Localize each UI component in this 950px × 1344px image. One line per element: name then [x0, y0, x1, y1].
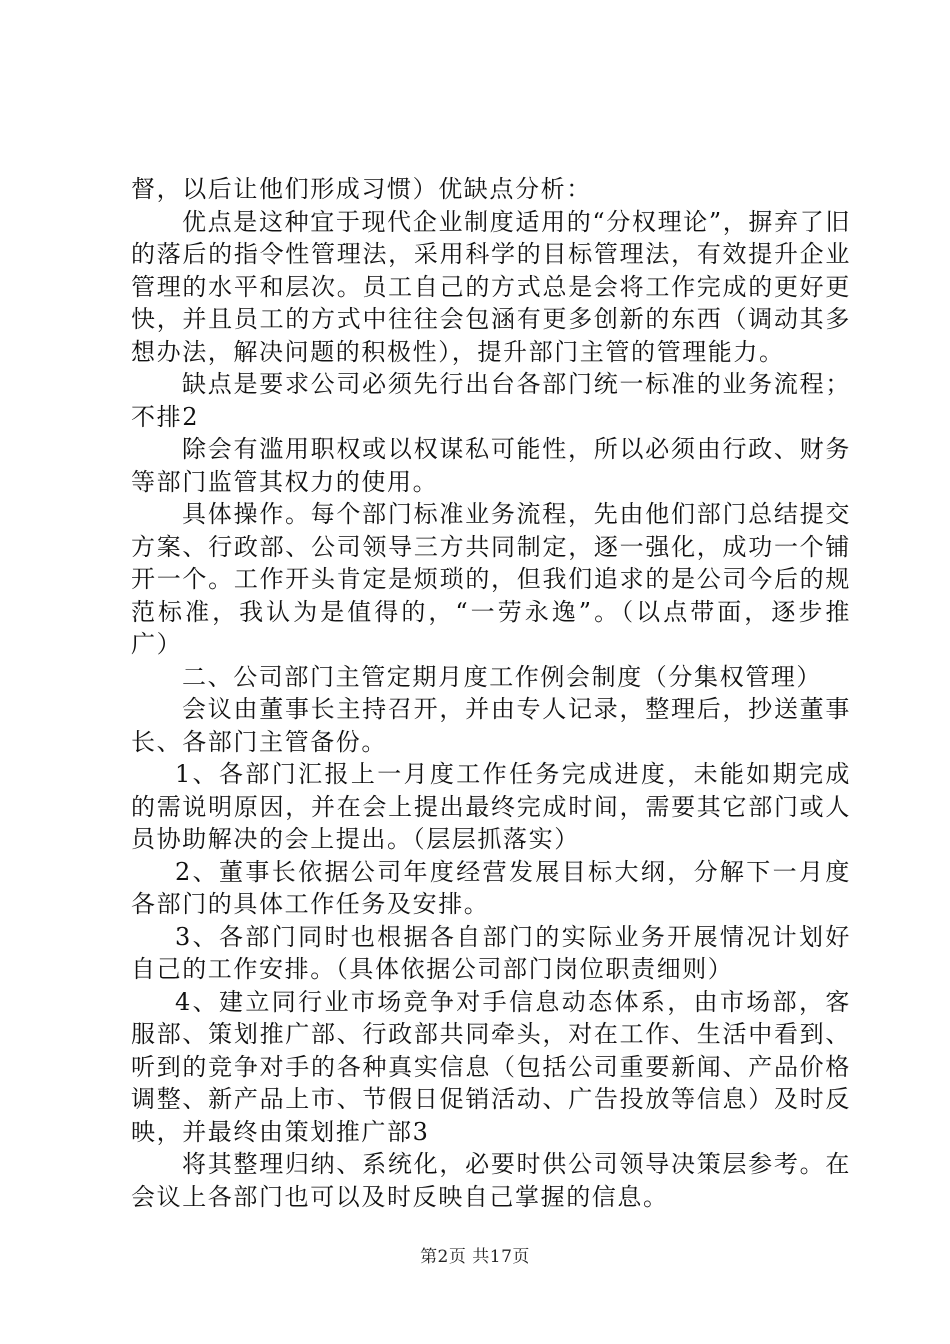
section-heading-monthly-meeting: 二、公司部门主管定期月度工作例会制度（分集权管理）	[182, 662, 822, 691]
paragraph-specific-operation: 具体操作。每个部门标准业务流程，先由他们部门总结提交方案、行政部、公司领导三方共同制定，逐一强化，成功一个铺开一个。工作开头肯定是烦琐的，但我们追求的是公司今后的规范标准，我认为是值得的，“一劳永逸”。（以点带面，逐步推广）	[131, 500, 851, 658]
paragraph-continuation: 督，以后让他们形成习惯）优缺点分析：	[131, 175, 592, 203]
paragraph-summary: 将其整理归纳、系统化，必要时供公司领导决策层参考。在会议上各部门也可以及时反映自己掌握的信息。	[131, 1150, 851, 1211]
list-item-4: 4、建立同行业市场竞争对手信息动态体系，由市场部，客服部、策划推广部、行政部共同牵头，对在工作、生活中看到、听到的竞争对手的各种真实信息（包括公司重要新闻、产品价格调整、新产品上市、节假日促销活动、广告投放等信息）及时反映，并最终由策划推广部3	[131, 987, 851, 1146]
paragraph-disadvantages: 缺点是要求公司必须先行出台各部门统一标准的业务流程；不排2	[131, 370, 851, 431]
document-body	[131, 173, 851, 1213]
page-number-footer: 第2页 共17页	[420, 1247, 530, 1267]
paragraph-advantages: 优点是这种宜于现代企业制度适用的“分权理论”，摒弃了旧的落后的指令性管理法，采用科学的目标管理法，有效提升企业管理的水平和层次。员工自己的方式总是会将工作完成的更好更快，并且员工的方式中往往会包涵有更多创新的东西（调动其多想办法，解决问题的积极性），提升部门主管的管理能力。	[131, 207, 851, 366]
paragraph-meeting-host: 会议由董事长主持召开，并由专人记录，整理后，抄送董事长、各部门主管备份。	[131, 695, 851, 756]
list-item-1: 1、各部门汇报上一月度工作任务完成进度，未能如期完成的需说明原因，并在会上提出最终完成时间，需要其它部门或人员协助解决的会上提出。（层层抓落实）	[131, 760, 851, 853]
list-item-2: 2、董事长依据公司年度经营发展目标大纲，分解下一月度各部门的具体工作任务及安排。	[131, 857, 851, 918]
paragraph-abuse-risk: 除会有滥用职权或以权谋私可能性，所以必须由行政、财务等部门监管其权力的使用。	[131, 435, 851, 496]
list-item-3: 3、各部门同时也根据各自部门的实际业务开展情况计划好自己的工作安排。（具体依据公司部门岗位职责细则）	[131, 922, 851, 983]
